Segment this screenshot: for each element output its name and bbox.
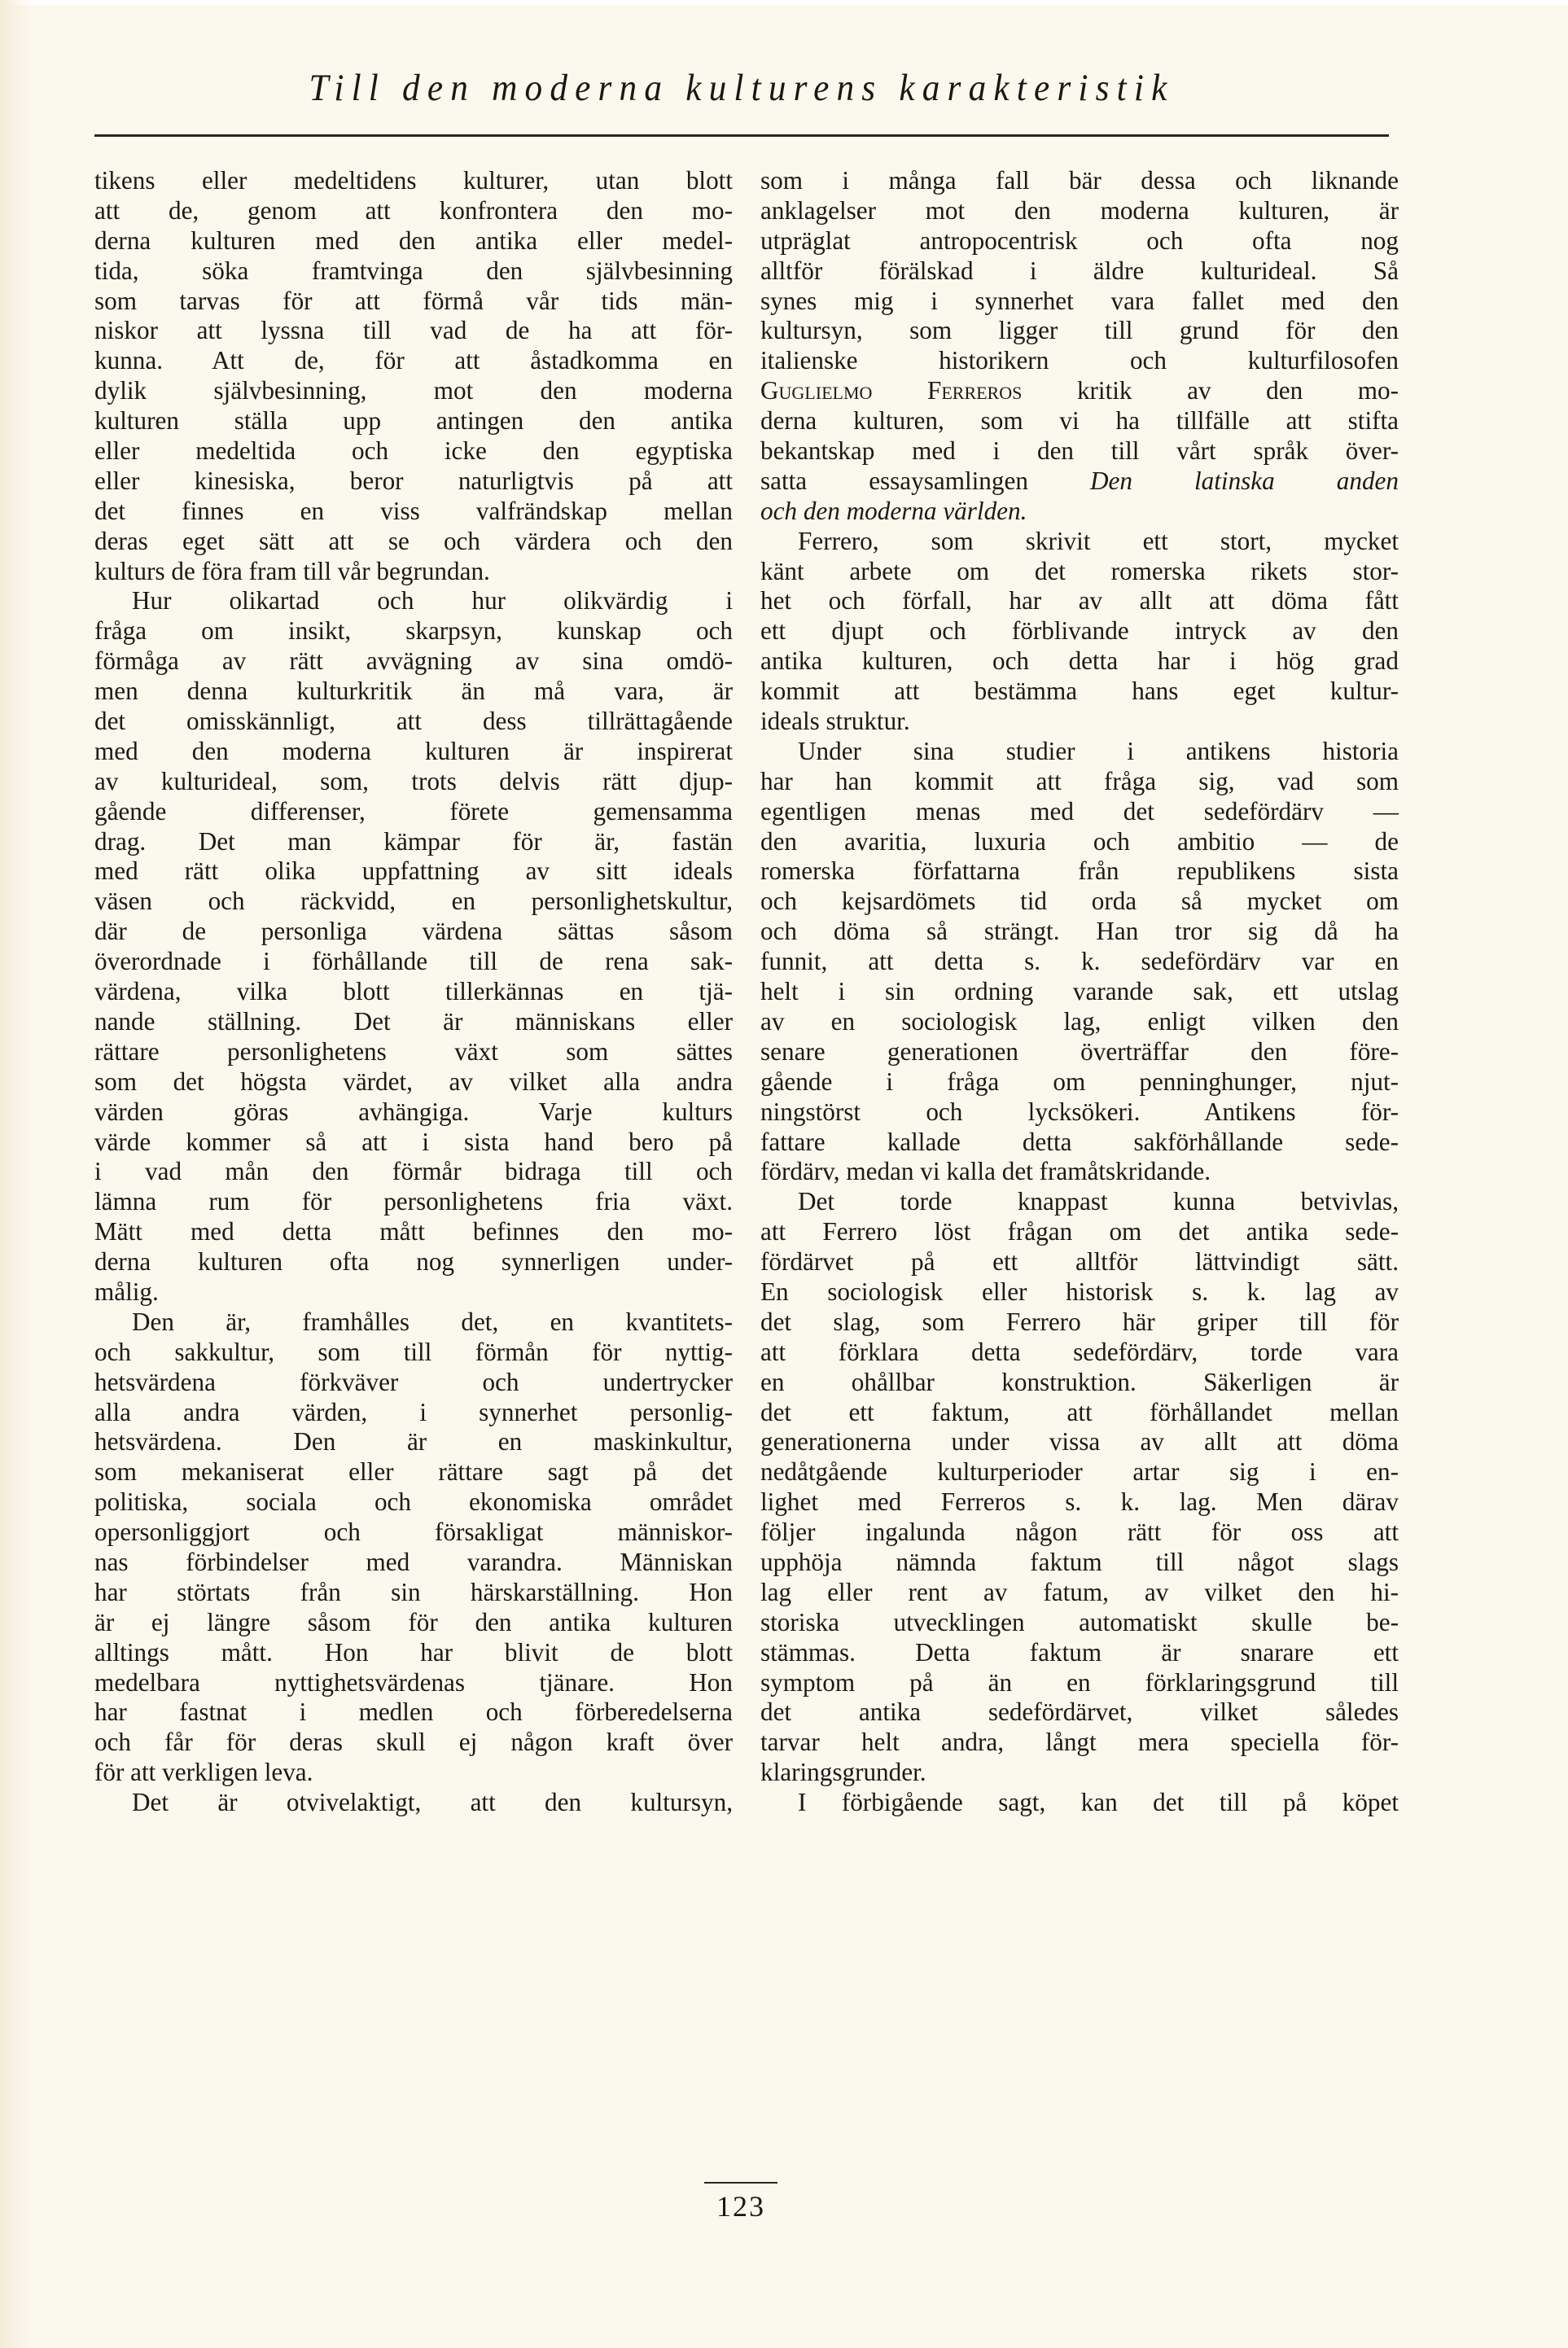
text-line: som tarvas för att förmå vår tids män- [94, 286, 733, 315]
text-line: kulturen ställa upp antingen den antika [94, 406, 733, 436]
text-line: Mätt med detta mått befinnes den mo- [94, 1217, 733, 1246]
text-line: kulturs de föra fram till vår begrundan. [94, 556, 490, 585]
text-line: stämmas. Detta faktum är snarare ett [760, 1637, 1399, 1667]
text-line: att förklara detta sedefördärv, torde vara [760, 1337, 1399, 1366]
text-line: den avaritia, luxuria och ambitio — de [760, 826, 1399, 856]
text-line: att de, genom att konfrontera den mo- [94, 195, 733, 225]
text-line: det finnes en viss valfrändskap mellan [94, 496, 733, 525]
text-line: ideals struktur. [760, 707, 910, 736]
text-line: fördärvet på ett alltför lättvindigt sätt. [760, 1247, 1399, 1277]
text-line: egentligen menas med det sedefördärv — [760, 796, 1399, 826]
text-line: ningstörst och lycksökeri. Antikens för- [760, 1097, 1399, 1126]
text-line: med rätt olika uppfattning av sitt ideals [94, 856, 733, 886]
text-line: fördärv, medan vi kalla det framåtskridande. [760, 1157, 1211, 1186]
text-line: fråga om insikt, skarpsyn, kunskap och [94, 616, 733, 646]
text-line: deras eget sätt att se och värdera och den [94, 526, 733, 555]
text-line: nas förbindelser med varandra. Människan [94, 1547, 733, 1576]
text-line: lag eller rent av fatum, av vilket den hi- [760, 1577, 1399, 1606]
text-line-book-title [760, 497, 1399, 527]
text-line: väsen och räckvidd, en personlighetskultur, [94, 887, 733, 916]
text-line: det slag, som Ferrero här griper till för [760, 1307, 1399, 1336]
text-line: följer ingalunda någon rätt för oss att [760, 1518, 1399, 1547]
text-line: där de personliga värdena sättas såsom [94, 917, 733, 946]
text-line: derna kulturen med den antika eller medel- [94, 226, 733, 255]
text-fragment: satta essaysamlingen [760, 466, 1028, 495]
text-line: målig. [94, 1277, 159, 1306]
text-line: värdena, vilka blott tillerkännas en tjä- [94, 977, 733, 1006]
footer-rule [704, 2182, 777, 2184]
text-line: och sakkultur, som till förmån för nyttig- [94, 1337, 733, 1366]
page-number: 123 [716, 2190, 765, 2223]
text-line: upphöja nämnda faktum till något slags [760, 1547, 1399, 1576]
text-line-book-title [760, 467, 1399, 497]
text-line: känt arbete om det romerska rikets stor- [760, 556, 1399, 585]
text-line: tarvar helt andra, långt mera speciella för- [760, 1728, 1399, 1757]
right-column [760, 166, 1399, 1818]
text-line: romerska författarna från republikens sista [760, 856, 1399, 886]
text-line: En sociologisk eller historisk s. k. lag av [760, 1277, 1399, 1306]
text-line: fattare kallade detta sakförhållande sede- [760, 1127, 1399, 1156]
text-line: gående differenser, förete gemensamma [94, 796, 733, 826]
book-title-part-2: och den moderna världen. [760, 496, 1027, 525]
text-line: tikens eller medeltidens kulturer, utan blott [94, 166, 733, 195]
paragraph-start-line: Det är otvivelaktigt, att den kultursyn, [132, 1788, 733, 1817]
text-line: anklagelser mot den moderna kulturen, är [760, 195, 1399, 225]
text-line: generationerna under vissa av allt att döma [760, 1427, 1399, 1457]
text-line: medelbara nyttighetsvärdenas tjänare. Hon [94, 1667, 733, 1697]
paragraph-start-line: Hur olikartad och hur olikvärdig i [132, 586, 733, 615]
text-line: förmåga av rätt avvägning av sina omdö- [94, 646, 733, 676]
text-line: storiska utvecklingen automatiskt skulle be- [760, 1607, 1399, 1636]
text-line: är ej längre såsom för den antika kulturen [94, 1607, 733, 1636]
text-line: alla andra värden, i synnerhet personlig- [94, 1397, 733, 1426]
text-fragment: kritik av den mo- [1076, 376, 1399, 405]
text-line: tida, söka framtvinga den självbesinning [94, 256, 733, 285]
text-line: kultursyn, som ligger till grund för den [760, 316, 1399, 345]
paragraph-start-line: I förbigående sagt, kan det till på köpet [798, 1788, 1399, 1817]
text-line: men denna kulturkritik än må vara, är [94, 677, 733, 706]
text-line: synes mig i synnerhet vara fallet med den [760, 286, 1399, 315]
text-line: antika kulturen, och detta har i hög grad [760, 646, 1399, 676]
text-line: klaringsgrunder. [760, 1758, 926, 1787]
text-line: eller medeltida och icke den egyptiska [94, 436, 733, 466]
text-line: politiska, sociala och ekonomiska området [94, 1487, 733, 1517]
header-rule [94, 134, 1389, 137]
text-line: och kejsardömets tid orda så mycket om [760, 887, 1399, 916]
text-line: värden göras avhängiga. Varje kulturs [94, 1097, 733, 1126]
text-line: som det högsta värdet, av vilket alla andra [94, 1067, 733, 1096]
text-line: av en sociologisk lag, enligt vilken den [760, 1006, 1399, 1036]
text-line: nande ställning. Det är människans eller [94, 1006, 733, 1036]
text-line: att Ferrero löst frågan om det antika sede- [760, 1217, 1399, 1246]
text-line: har fastnat i medlen och förberedelserna [94, 1697, 733, 1727]
text-line: funnit, att detta s. k. sedefördärv var en [760, 947, 1399, 976]
text-line: hetsvärdena förkväver och undertrycker [94, 1367, 733, 1396]
text-line: av kulturideal, som, trots delvis rätt djup- [94, 766, 733, 795]
text-line: ett djupt och förblivande intryck av den [760, 616, 1399, 646]
text-line: senare generationen överträffar den före- [760, 1036, 1399, 1066]
text-line: italienske historikern och kulturfilosofen [760, 346, 1399, 375]
text-line: har han kommit att fråga sig, vad som [760, 766, 1399, 795]
paragraph-start-line: Den är, framhålles det, en kvantitets- [132, 1307, 733, 1336]
text-line: helt i sin ordning varande sak, ett utslag [760, 977, 1399, 1006]
text-line: symptom på än en förklaringsgrund till [760, 1667, 1399, 1697]
text-line-author-name [760, 376, 1399, 406]
text-line: det omisskännligt, att dess tillrättagående [94, 707, 733, 736]
text-line: lighet med Ferreros s. k. lag. Men därav [760, 1487, 1399, 1517]
text-line: hetsvärdena. Den är en maskinkultur, [94, 1427, 733, 1457]
running-head-title: Till den moderna kulturens karakteristik [309, 67, 1175, 109]
text-line: drag. Det man kämpar för är, fastän [94, 826, 733, 856]
text-line: det antika sedefördärvet, vilket således [760, 1697, 1399, 1727]
text-line: alltför förälskad i äldre kulturideal. Så [760, 256, 1399, 285]
text-line: kunna. Att de, för att åstadkomma en [94, 346, 733, 375]
text-line: det ett faktum, att förhållandet mellan [760, 1397, 1399, 1426]
text-line: lämna rum för personlighetens fria växt. [94, 1187, 733, 1216]
text-line: med den moderna kulturen är inspirerat [94, 736, 733, 765]
text-line: utpräglat antropocentrisk och ofta nog [760, 226, 1399, 255]
text-line: kommit att bestämma hans eget kultur- [760, 677, 1399, 706]
text-line: alltings mått. Hon har blivit de blott [94, 1637, 733, 1667]
text-line: en ohållbar konstruktion. Säkerligen är [760, 1367, 1399, 1396]
author-surname: Ferreros [926, 376, 1023, 405]
text-line: derna kulturen, som vi ha tillfälle att stifta [760, 406, 1399, 436]
text-line: dylik självbesinning, mot den moderna [94, 376, 733, 405]
book-title-part-1: Den latinska anden [1089, 466, 1399, 495]
text-line: opersonliggjort och försakligat människor- [94, 1518, 733, 1547]
text-line: och döma så strängt. Han tror sig då ha [760, 917, 1399, 946]
left-column [94, 166, 733, 1818]
text-line: i vad mån den förmår bidraga till och [94, 1157, 733, 1186]
text-line: bekantskap med i den till vårt språk över- [760, 436, 1399, 466]
text-line: överordnade i förhållande till de rena sak- [94, 947, 733, 976]
text-line: som mekaniserat eller rättare sagt på det [94, 1457, 733, 1487]
text-line: rättare personlighetens växt som sättes [94, 1036, 733, 1066]
text-line: eller kinesiska, beror naturligtvis på att [94, 466, 733, 495]
text-line: nedåtgående kulturperioder artar sig i en- [760, 1457, 1399, 1487]
scan-edge-top [0, 0, 1568, 5]
paragraph-start-line: Under sina studier i antikens historia [798, 736, 1399, 765]
text-line: för att verkligen leva. [94, 1758, 313, 1787]
author-first-name: Guglielmo [760, 376, 873, 405]
text-line: som i många fall bär dessa och liknande [760, 166, 1399, 195]
text-line: gående i fråga om penninghunger, njut- [760, 1067, 1399, 1096]
text-line: derna kulturen ofta nog synnerligen under- [94, 1247, 733, 1277]
scan-edge-left [0, 0, 33, 2348]
paragraph-start-line: Det torde knappast kunna betvivlas, [798, 1187, 1399, 1216]
paragraph-start-line: Ferrero, som skrivit ett stort, mycket [798, 526, 1399, 555]
text-line: och får för deras skull ej någon kraft över [94, 1728, 733, 1757]
text-line: värde kommer så att i sista hand bero på [94, 1127, 733, 1156]
text-line: het och förfall, har av allt att döma fått [760, 586, 1399, 615]
text-line: har störtats från sin härskarställning. Hon [94, 1577, 733, 1606]
text-line: niskor att lyssna till vad de ha att för- [94, 316, 733, 345]
